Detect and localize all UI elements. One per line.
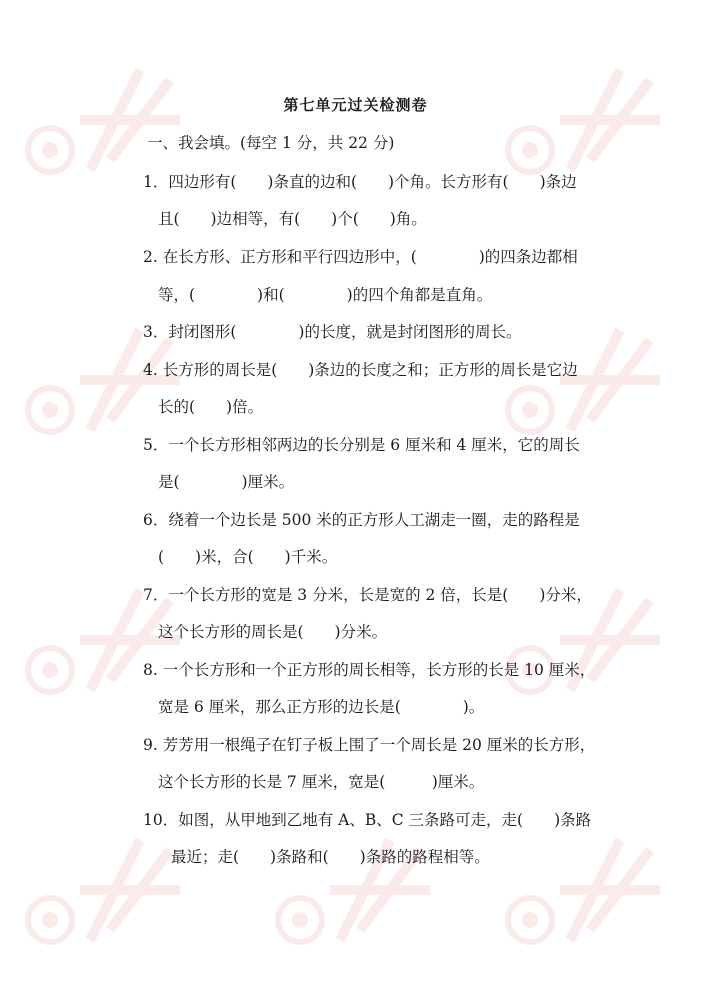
question-8-line-1: 8. 一个长方形和一个正方形的周长相等，长方形的长是 10 厘米，: [143, 661, 596, 679]
question-5-line-2: 是( )厘米。: [158, 473, 295, 491]
question-4-line-2: 长的( )倍。: [158, 398, 264, 416]
watermark-logo: [270, 810, 450, 960]
watermark-logo: [500, 810, 680, 960]
question-9-line-1: 9. 芳芳用一根绳子在钉子板上围了一个周长是 20 厘米的长方形，: [143, 736, 596, 754]
question-8-line-2: 宽是 6 厘米，那么正方形的边长是( )。: [158, 698, 485, 716]
question-3-line-1: 3．封闭图形( )的长度，就是封闭图形的周长。: [143, 323, 522, 341]
question-1-line-1: 1．四边形有( )条直的边和( )个角。长方形有( )条边: [143, 173, 577, 191]
question-10-line-2: 最近；走( )条路和( )条路的路程相等。: [171, 848, 490, 866]
section-heading: 一、我会填。(每空 1 分，共 22 分): [147, 134, 395, 152]
watermark-logo: [20, 40, 200, 190]
question-9-line-2: 这个长方形的长是 7 厘米，宽是( )厘米。: [158, 773, 485, 791]
watermark-logo: [20, 810, 200, 960]
question-6-line-2: ( )米，合( )千米。: [158, 548, 338, 566]
question-2-line-1: 2. 在长方形、正方形和平行四边形中，( )的四条边都相: [143, 248, 578, 266]
question-7-line-2: 这个长方形的周长是( )分米。: [158, 623, 388, 641]
question-5-line-1: 5．一个长方形相邻两边的长分别是 6 厘米和 4 厘米，它的周长: [143, 436, 580, 454]
question-2-line-2: 等，( )和( )的四个角都是直角。: [158, 286, 493, 304]
question-7-line-1: 7．一个长方形的宽是 3 分米，长是宽的 2 倍，长是( )分米，: [143, 586, 592, 604]
question-10-line-1: 10．如图，从甲地到乙地有 A、B、C 三条路可走，走( )条路: [143, 811, 592, 829]
question-6-line-1: 6．绕着一个边长是 500 米的正方形人工湖走一圈，走的路程是: [143, 511, 580, 529]
page-title: 第七单元过关检测卷: [283, 96, 428, 114]
question-4-line-1: 4. 长方形的周长是( )条边的长度之和；正方形的周长是它边: [143, 361, 578, 379]
question-1-line-2: 且( )边相等，有( )个( )角。: [158, 210, 427, 228]
watermark-logo: [500, 40, 680, 190]
